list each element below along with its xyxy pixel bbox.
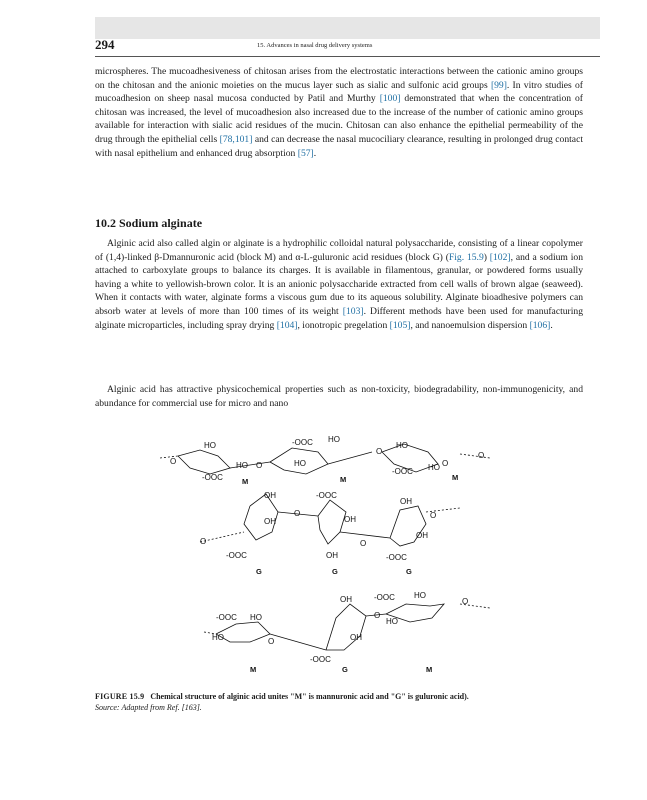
header-bar	[95, 17, 600, 39]
svg-text:O: O	[478, 451, 485, 460]
paragraph-alginic-properties: Alginic acid has attractive physicochemical properties such as non-toxicity, biodegradability, non-immunogenicity, and abundance for commercial use for micro and nano	[95, 384, 583, 409]
svg-text:HO: HO	[236, 461, 248, 470]
svg-text:OH: OH	[344, 515, 356, 524]
svg-text:HO: HO	[328, 435, 340, 444]
figure-caption-text: Chemical structure of alginic acid unites "M" is mannuronic acid and "G" is guluronic acid).	[150, 692, 469, 701]
running-header: 15. Advances in nasal drug delivery systems	[257, 42, 373, 49]
citation-link[interactable]: [106]	[529, 319, 551, 331]
citation-link[interactable]: [78,101]	[219, 133, 253, 145]
svg-text:-OOC: -OOC	[392, 467, 413, 476]
citation-link[interactable]: [100]	[379, 93, 401, 105]
citation-link[interactable]: [99]	[490, 79, 507, 91]
svg-text:O: O	[360, 539, 367, 548]
group-label: G	[332, 567, 338, 576]
svg-text:O: O	[200, 537, 207, 546]
svg-text:HO: HO	[212, 633, 224, 642]
figure-source: Source: Adapted from Ref. [163].	[95, 703, 202, 712]
svg-text:OH: OH	[350, 633, 362, 642]
svg-text:HO: HO	[428, 463, 440, 472]
svg-text:HO: HO	[204, 441, 216, 450]
alginate-structure-diagram	[160, 428, 520, 678]
section-heading: 10.2 Sodium alginate	[95, 216, 203, 230]
svg-text:OH: OH	[326, 551, 338, 560]
group-label: G	[342, 665, 348, 674]
svg-text:-OOC: -OOC	[202, 473, 223, 482]
svg-text:O: O	[170, 457, 177, 466]
svg-text:OH: OH	[400, 497, 412, 506]
svg-text:HO: HO	[250, 613, 262, 622]
svg-text:O: O	[376, 447, 383, 456]
svg-text:O: O	[256, 461, 263, 470]
svg-text:O: O	[430, 511, 437, 520]
group-label: G	[406, 567, 412, 576]
svg-text:HO: HO	[386, 617, 398, 626]
citation-link[interactable]: [103]	[342, 305, 364, 317]
citation-link[interactable]: [105]	[389, 319, 411, 331]
group-label: G	[256, 567, 262, 576]
svg-text:-OOC: -OOC	[386, 553, 407, 562]
group-label: M	[250, 665, 257, 674]
svg-text:-OOC: -OOC	[374, 593, 395, 602]
ring-g-2	[318, 500, 346, 544]
svg-text:HO: HO	[294, 459, 306, 468]
svg-text:OH: OH	[340, 595, 352, 604]
svg-text:OH: OH	[264, 517, 276, 526]
ring-m-5	[386, 604, 490, 622]
svg-text:-OOC: -OOC	[316, 491, 337, 500]
citation-link[interactable]: [104]	[276, 319, 298, 331]
group-label: M	[426, 665, 433, 674]
svg-text:-OOC: -OOC	[310, 655, 331, 664]
header-rule	[95, 56, 600, 57]
page-number: 294	[95, 37, 115, 52]
group-label: M	[340, 475, 347, 484]
svg-text:O: O	[462, 597, 469, 606]
svg-text:OH: OH	[416, 531, 428, 540]
ring-g-4	[326, 604, 366, 650]
svg-text:O: O	[374, 611, 381, 620]
svg-text:-OOC: -OOC	[226, 551, 247, 560]
citation-link[interactable]: [102]	[489, 251, 511, 263]
paragraph-alginate: Alginic acid also called algin or alginate is a hydrophilic colloidal natural polysaccharide, consisting of a linear copolymer of (1,4)-linked β-Dmannuronic acid (block M) and α-L-guluronic acid residues (block G) (Fig. 15.9) [102], and a sodium ion attached to carboxylate groups to balance its charges. It is available in filamentous, granular, or powdered forms usually having a white to yellowish-brown color. It is an anionic polysaccharide extracted from cell walls of brown algae (seaweed). When it contacts with water, alginate forms a viscous gum due to its aqueous solubility. Alginate bioadhesive polymers can absorb water at levels of more than 100 times of its weight [103]. Different methods have been used for manufacturing alginate microparticles, including spray drying [104], ionotropic pregelation [105], and nanoemulsion dispersion [106].	[95, 238, 583, 331]
figure-caption	[95, 691, 595, 702]
group-label: M	[242, 477, 249, 486]
svg-text:O: O	[294, 509, 301, 518]
svg-text:HO: HO	[414, 591, 426, 600]
svg-text:-OOC: -OOC	[216, 613, 237, 622]
svg-text:O: O	[442, 459, 449, 468]
paragraph-chitosan: microspheres. The mucoadhesiveness of chitosan arises from the electrostatic interactions between the cationic amino groups on the chitosan and the anionic moieties on the mucus layer such as sialic and sulfonic acid groups [99]. In vitro studies of mucoadhesion on sheep nasal mucosa conducted by Patil and Murthy [100] demonstrated that when the concentration of chitosan was increased, the level of mucoadhesion also increased due to the increase of the number of cationic amino groups available for interaction with sialic acid residues of the mucin. Chitosan can also enhance the epithelial permeability of the drug through the epithelial cells [78,101] and can decrease the nasal mucociliary clearance, resulting in prolonged drug contact with nasal epithelium and enhanced drug absorption [57].	[95, 66, 583, 159]
svg-text:-OOC: -OOC	[292, 438, 313, 447]
figure-label: FIGURE 15.9	[95, 692, 145, 701]
ring-g-3	[390, 506, 460, 546]
svg-text:O: O	[268, 637, 275, 646]
citation-link[interactable]: [57]	[297, 147, 314, 159]
svg-text:HO: HO	[396, 441, 408, 450]
alginate-structure-figure	[160, 428, 520, 678]
figure-link[interactable]: Fig. 15.9	[448, 251, 484, 263]
svg-text:OH: OH	[264, 491, 276, 500]
group-label: M	[452, 473, 459, 482]
